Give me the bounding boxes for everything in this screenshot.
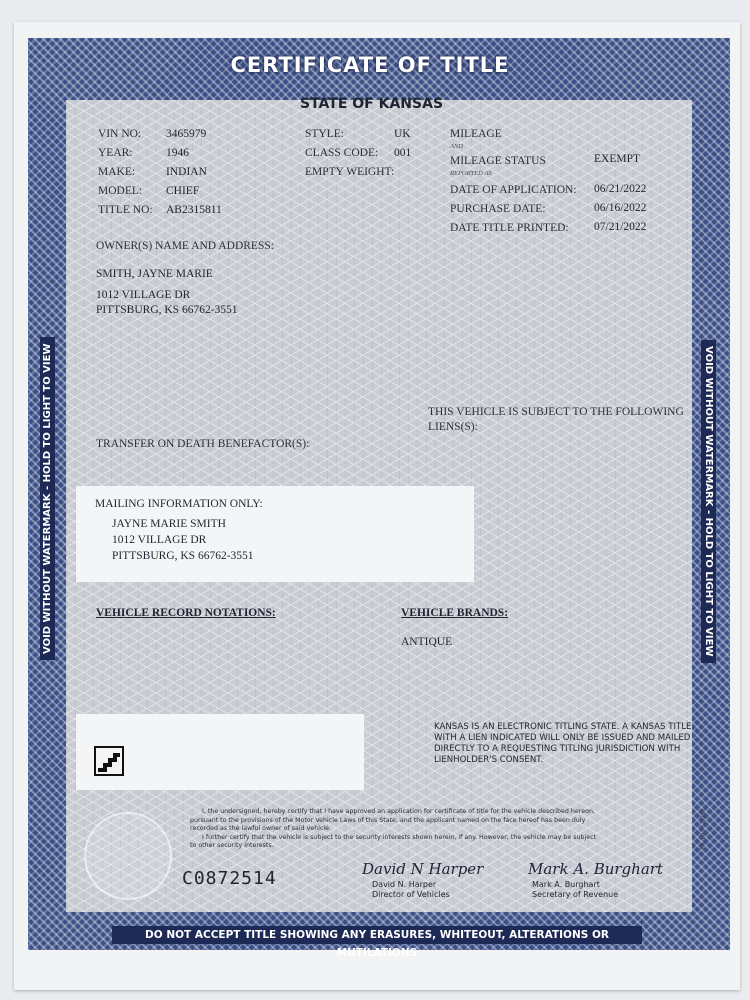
form-number: TR-197 (2/20) [700,808,707,850]
title-no-value: AB2315811 [166,204,222,216]
mileage-status-value: EXEMPT [594,153,640,165]
and-label: AND [450,143,463,150]
director-signature: David N Harper [362,860,484,878]
owner-city: PITTSBURG, KS 66762-3551 [96,304,238,316]
certification-line: I, the undersigned, hereby certify that I have approved an application for certificate of title for the vehicle described hereon, [202,808,595,815]
mileage-status-label: MILEAGE STATUS [450,155,546,167]
purchase-date-value: 06/16/2022 [594,202,647,214]
certification-line: to other security interests. [190,842,274,850]
secretary-name: Mark A. Burghart [532,880,600,889]
model-value: CHIEF [166,185,200,197]
make-value: INDIAN [166,166,207,178]
record-notations-label: VEHICLE RECORD NOTATIONS: [96,607,276,619]
alteration-warning: DO NOT ACCEPT TITLE SHOWING ANY ERASURES, WHITEOUT, ALTERATIONS OR MUTILATIONS [112,926,642,944]
certificate-title: CERTIFICATE OF TITLE [230,53,510,77]
certification-line: pursuant to the provisions of the Motor Vehicle Laws of this State, and the applicant named on the face hereof has been duly [190,816,586,824]
vehicle-brands-label: VEHICLE BRANDS: [401,607,509,619]
purchase-date-label: PURCHASE DATE: [450,203,546,215]
owner-name: SMITH, JAYNE MARIE [96,268,213,280]
secretary-signer [532,880,618,899]
mailing-label: MAILING INFORMATION ONLY: [95,498,263,510]
year-value: 1946 [166,147,189,159]
secretary-signature: Mark A. Burghart [528,860,663,878]
director-title: Director of Vehicles [372,889,450,899]
application-date-value: 06/21/2022 [594,183,647,195]
mailing-city: PITTSBURG, KS 66762-3551 [112,550,254,562]
certification-line: I further certify that the vehicle is subject to the security interests shown herein, if any. However, the vehicle may be subject [202,833,597,841]
certification-text [190,808,690,851]
control-number: C0872514 [182,868,277,889]
secretary-title: Secretary of Revenue [532,889,619,899]
state-heading: STATE OF KANSAS [300,96,444,112]
director-signer [372,880,450,899]
state-seal [84,812,172,900]
owner-label: OWNER(S) NAME AND ADDRESS: [96,240,274,252]
watermark-warning-right: VOID WITHOUT WATERMARK - HOLD TO LIGHT TO VIEW [701,340,716,663]
printed-date-value: 07/21/2022 [594,221,647,233]
style-label: STYLE: [305,128,344,140]
title-no-label: TITLE NO: [98,204,153,216]
director-name: David N. Harper [372,880,437,889]
style-value: UK [394,128,411,140]
empty-weight-label: EMPTY WEIGHT: [305,166,395,178]
year-label: YEAR: [98,147,133,159]
tod-label: TRANSFER ON DEATH BENEFACTOR(S): [96,438,310,450]
electronic-titling-notice: KANSAS IS AN ELECTRONIC TITLING STATE. A KANSAS TITLE WITH A LIEN INDICATED WILL ONLY BE ISSUED AND MAILED DIRECTLY TO A REQUESTING TITLING JURISDICTION WITH LIENHOLDER'S CONSENT. [434,722,692,765]
liens-label-line1: THIS VEHICLE IS SUBJECT TO THE FOLLOWING [428,406,684,418]
vin-label: VIN NO: [98,128,142,140]
mailing-street: 1012 VILLAGE DR [112,534,207,546]
make-label: MAKE: [98,166,136,178]
reported-as-label: REPORTED AS [450,170,492,177]
stair-step-icon [94,746,124,776]
class-code-value: 001 [394,147,412,159]
mailing-name: JAYNE MARIE SMITH [112,518,226,530]
printed-date-label: DATE TITLE PRINTED: [450,222,569,234]
certification-line: recorded as the lawful owner of said vehicle. [190,825,332,833]
watermark-warning-left: VOID WITHOUT WATERMARK - HOLD TO LIGHT TO VIEW [40,337,55,660]
mileage-label: MILEAGE [450,128,502,140]
vehicle-brand-value: ANTIQUE [401,636,453,648]
model-label: MODEL: [98,185,143,197]
liens-label-line2: LIENS(S): [428,421,478,433]
application-date-label: DATE OF APPLICATION: [450,184,577,196]
owner-street: 1012 VILLAGE DR [96,289,191,301]
vin-value: 3465979 [166,128,207,140]
class-code-label: CLASS CODE: [305,147,379,159]
